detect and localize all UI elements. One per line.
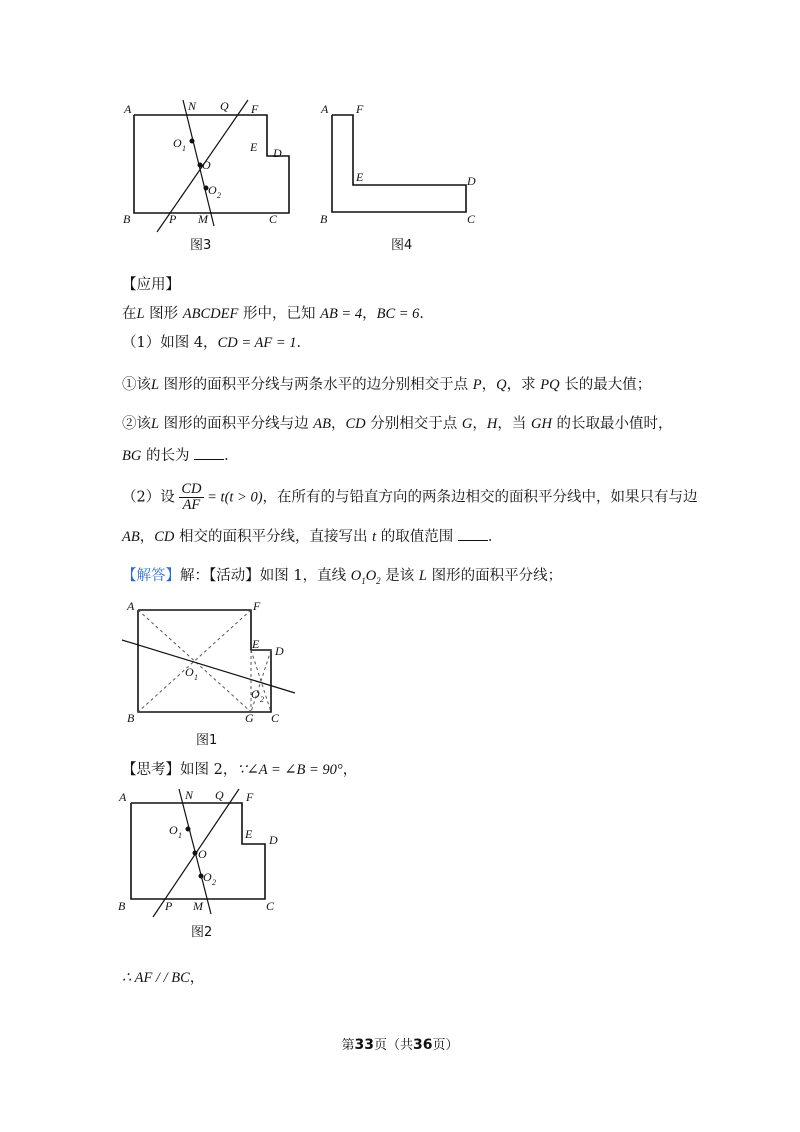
figure-1-svg xyxy=(118,598,303,753)
question-1-part-1: ①该L 图形的面积平分线与两条水平的边分别相交于点 P，Q，求 PQ 长的最大值； xyxy=(122,377,652,393)
question-1-part-2: ②该L 图形的面积平分线与边 AB，CD 分别相交于点 G，H，当 GH 的长取最小值时， xyxy=(122,416,673,432)
label-D: D xyxy=(273,146,282,160)
label-D: D xyxy=(269,833,278,847)
figure-2-svg xyxy=(115,784,290,944)
label-Q: Q xyxy=(220,99,229,113)
figure-2 xyxy=(115,784,290,944)
label-P: P xyxy=(165,899,173,913)
label-F: F xyxy=(246,790,254,804)
label-D: D xyxy=(467,174,476,188)
page-total: 36 xyxy=(413,1037,433,1053)
label-O1: O xyxy=(173,136,182,150)
label-D: D xyxy=(275,644,284,658)
label-O2: O xyxy=(208,183,217,197)
given-conditions: 在L 图形 ABCDEF 形中，已知 AB = 4，BC = 6． xyxy=(122,306,434,322)
label-O1: O xyxy=(185,665,194,679)
l-shape-outline xyxy=(134,115,289,213)
label-M: M xyxy=(198,212,208,226)
label-B: B xyxy=(127,711,135,725)
solution-parallel: ∴ AF / / BC， xyxy=(122,970,205,986)
label-A: A xyxy=(127,599,135,613)
figure-4 xyxy=(315,95,485,260)
label-F: F xyxy=(251,102,259,116)
figure-3-svg xyxy=(120,95,290,260)
label-E: E xyxy=(250,140,258,154)
label-C: C xyxy=(269,212,278,226)
label-P: P xyxy=(169,212,177,226)
label-E: E xyxy=(356,170,364,184)
label-N: N xyxy=(185,788,194,802)
heading-apply: 【应用】 xyxy=(122,277,180,293)
label-E: E xyxy=(252,637,260,651)
label-C: C xyxy=(266,899,275,913)
label-C: C xyxy=(271,711,280,725)
label-E: E xyxy=(245,827,253,841)
figure-4-svg xyxy=(315,95,485,260)
fraction-cd-af: $\frac{CD}{AF}$ xyxy=(181,481,202,513)
label-O1-sub: 1 xyxy=(194,673,198,682)
diagonal-1 xyxy=(138,610,251,712)
figure-1 xyxy=(118,598,303,753)
point-O1 xyxy=(186,827,191,832)
label-O2: O xyxy=(251,687,260,701)
solution-activity: 【解答】解：【活动】如图 1，直线 $O_1O_2$ 是该 L 图形的面积平分线； xyxy=(122,568,563,586)
question-1: （1）如图 4，CD = AF = 1． xyxy=(122,335,311,351)
solution-think: 【思考】如图 2，∵∠A = ∠B = 90°， xyxy=(122,762,358,778)
point-O1 xyxy=(190,139,195,144)
label-B: B xyxy=(118,899,126,913)
page-number: 33 xyxy=(354,1037,374,1053)
answer-blank xyxy=(194,447,224,460)
point-O xyxy=(193,851,198,856)
figure-1-caption: 图1 xyxy=(196,733,218,748)
label-O1-sub: 1 xyxy=(178,831,182,840)
figure-4-caption: 图4 xyxy=(391,238,413,253)
question-1-part-2-answer: BG 的长为 ． xyxy=(122,448,239,464)
label-O: O xyxy=(198,847,207,861)
label-A: A xyxy=(119,790,127,804)
label-O2-sub: 2 xyxy=(212,878,216,887)
figure-3 xyxy=(120,95,290,260)
page-footer: 第33页（共36页） xyxy=(341,1037,459,1053)
label-O1-sub: 1 xyxy=(182,144,186,153)
label-M: M xyxy=(193,899,203,913)
figure-3-caption: 图3 xyxy=(190,238,212,253)
label-F: F xyxy=(253,599,261,613)
answer-blank xyxy=(458,528,488,541)
label-C: C xyxy=(467,212,476,226)
label-B: B xyxy=(123,212,131,226)
question-2: （2）设 $\frac{CD}{AF}$ = t(t > 0)，在所有的与铅直方向的两条边相交的面积平分线中，如果只有与边 xyxy=(122,481,698,513)
label-O1: O xyxy=(169,823,178,837)
l-shape-outline xyxy=(332,115,466,212)
label-A: A xyxy=(124,102,132,116)
label-B: B xyxy=(320,212,328,226)
label-F: F xyxy=(356,102,364,116)
label-O2: O xyxy=(203,870,212,884)
diagonal-2 xyxy=(138,610,251,712)
label-O2-sub: 2 xyxy=(260,695,264,704)
figure-2-caption: 图2 xyxy=(191,925,213,940)
label-O: O xyxy=(202,158,211,172)
question-2-cont: AB，CD 相交的面积平分线，直接写出 t 的取值范围 ． xyxy=(122,529,503,545)
label-O2-sub: 2 xyxy=(217,191,221,200)
label-N: N xyxy=(188,99,197,113)
label-Q: Q xyxy=(215,788,224,802)
label-G: G xyxy=(245,711,254,725)
label-A: A xyxy=(321,102,329,116)
